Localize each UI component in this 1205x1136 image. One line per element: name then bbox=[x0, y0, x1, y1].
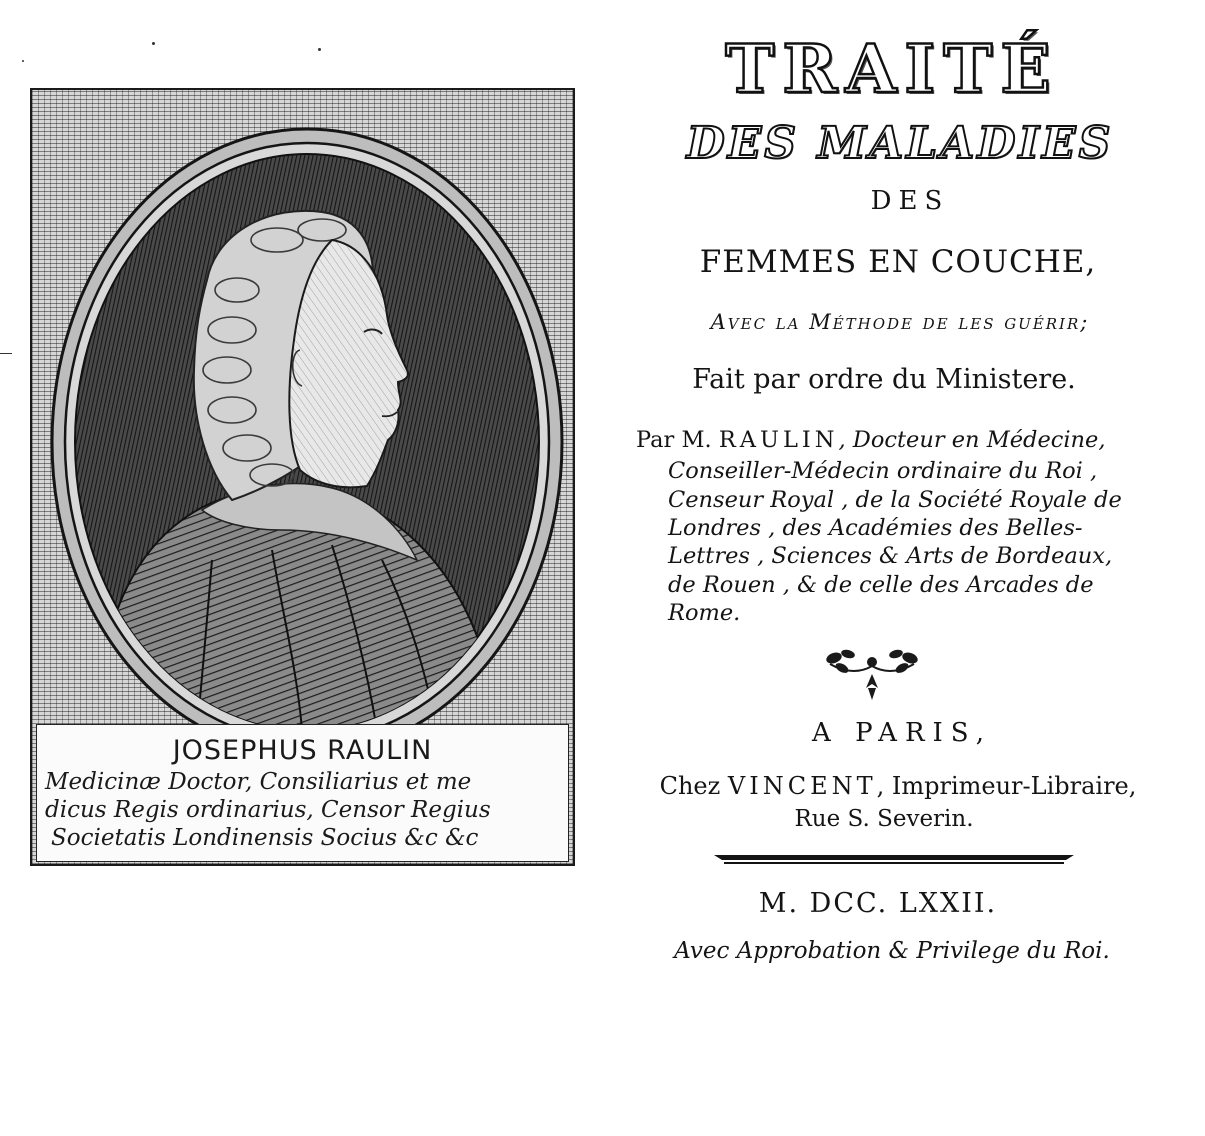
author-title: , Docteur en Médecine, bbox=[838, 427, 1106, 453]
caption-line: Medicinæ Doctor, Consiliarius et me bbox=[45, 769, 472, 795]
author-line: Rome. bbox=[668, 600, 741, 626]
title-main: TRAITÉ bbox=[725, 30, 1059, 108]
title-subtitle-methode: Avec la Méthode de les guérir; bbox=[710, 310, 1090, 334]
frontispiece-engraving bbox=[30, 88, 575, 866]
title-subtitle-femmes: FEMMES EN COUCHE, bbox=[699, 244, 1097, 280]
title-subtitle-ministere: Fait par ordre du Ministere. bbox=[692, 364, 1076, 395]
speck bbox=[318, 48, 321, 51]
author-line: de Rouen , & de celle des Arcades de bbox=[668, 572, 1094, 598]
speck bbox=[0, 353, 12, 354]
imprint-publisher bbox=[618, 772, 1178, 800]
approbation-line: Avec Approbation & Privilege du Roi. bbox=[674, 938, 1110, 964]
speck bbox=[152, 42, 155, 45]
author-line bbox=[636, 427, 1106, 453]
speck bbox=[22, 60, 24, 62]
author-line: Lettres , Sciences & Arts de Bordeaux, bbox=[668, 543, 1113, 569]
portrait-caption bbox=[36, 724, 569, 862]
author-line: Conseiller-Médecin ordinaire du Roi , bbox=[668, 458, 1098, 484]
portrait-engraving bbox=[32, 90, 575, 730]
author-line: Censeur Royal , de la Société Royale de bbox=[668, 487, 1122, 513]
author-name: RAULIN bbox=[718, 427, 839, 453]
title-page bbox=[612, 0, 1172, 1136]
imprint-city: A PARIS, bbox=[812, 718, 992, 748]
author-line: Londres , des Académies des Belles- bbox=[668, 515, 1083, 541]
publisher-prefix: Chez bbox=[659, 772, 721, 800]
ornamental-rule bbox=[714, 851, 1074, 865]
title-subtitle-maladies: DES MALADIES bbox=[686, 118, 1114, 169]
publisher-trade: , Imprimeur-Libraire, bbox=[876, 772, 1137, 800]
imprint-street: Rue S. Severin. bbox=[794, 806, 974, 832]
publisher-name: VINCENT bbox=[727, 772, 877, 800]
caption-name: JOSEPHUS RAULIN bbox=[172, 735, 433, 766]
title-subtitle-des: DES bbox=[870, 186, 950, 216]
caption-line: dicus Regis ordinarius, Censor Regius bbox=[45, 797, 491, 823]
author-prefix: Par M. bbox=[636, 427, 712, 453]
floral-ornament-icon bbox=[822, 644, 922, 704]
publication-year: M. DCC. LXXII. bbox=[758, 888, 998, 919]
caption-line: Societatis Londinensis Socius &c &c bbox=[51, 825, 479, 851]
